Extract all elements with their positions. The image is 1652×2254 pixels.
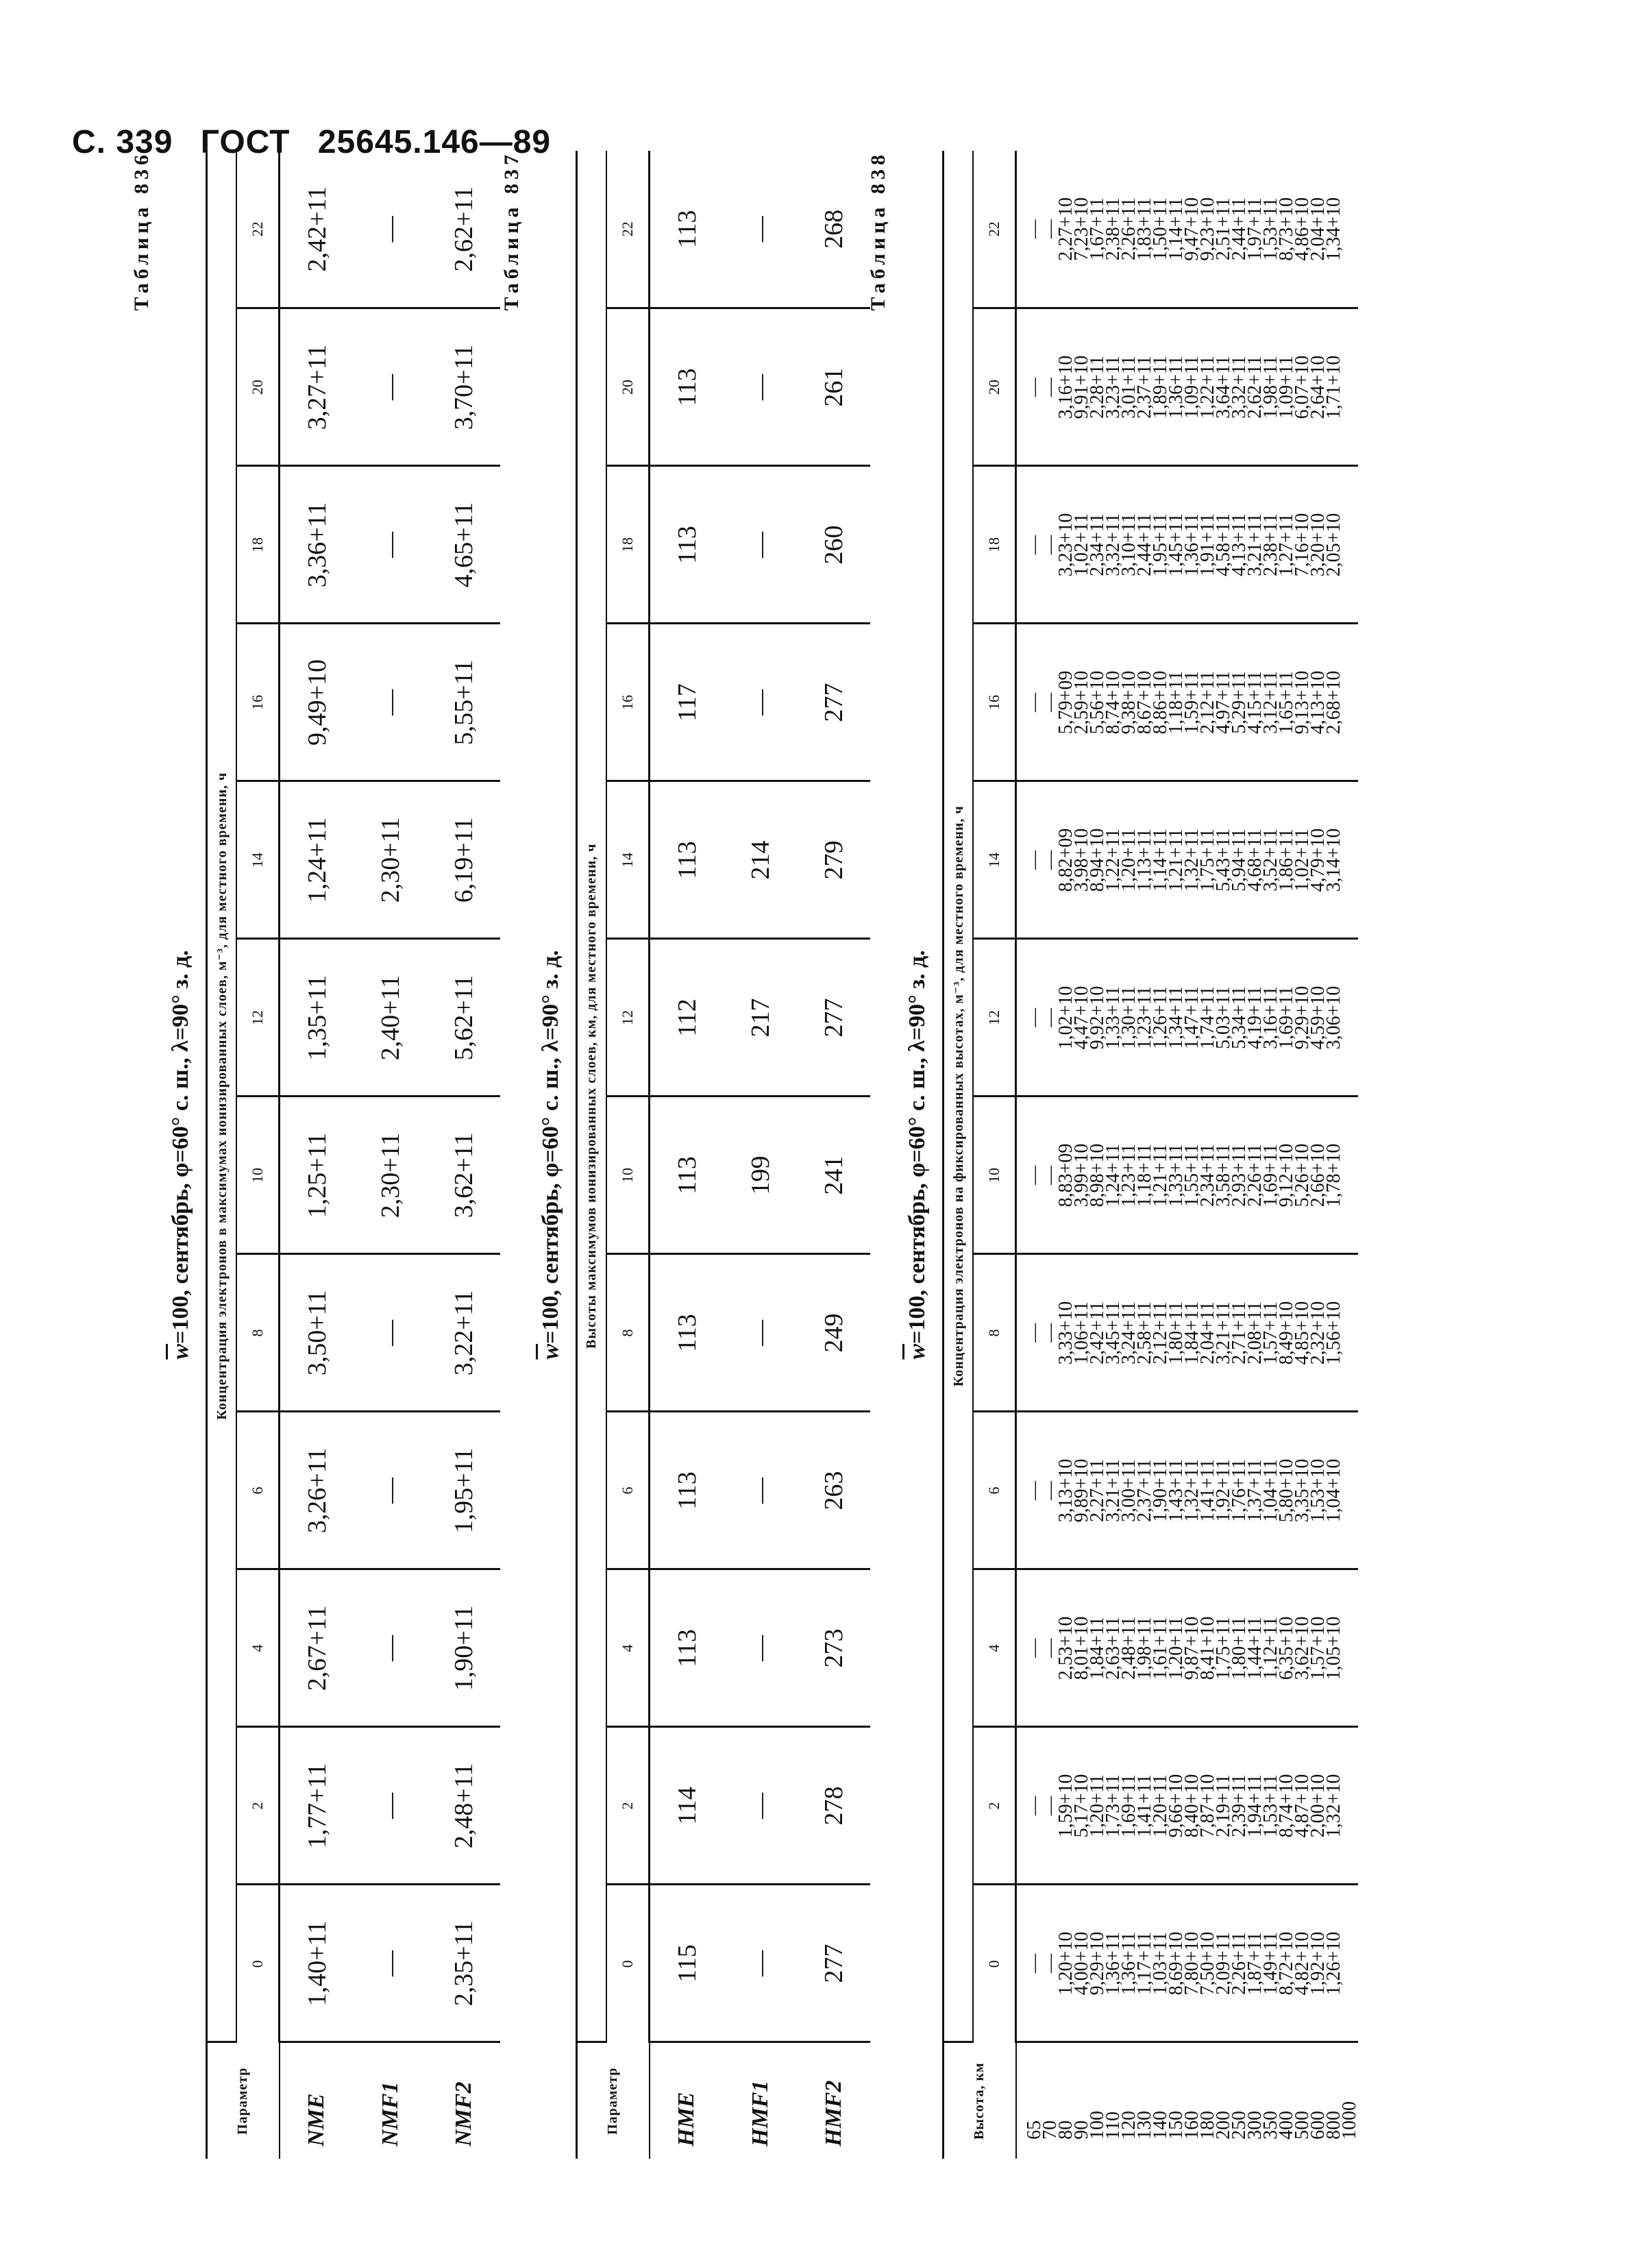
gost-label: ГОСТ (200, 124, 291, 160)
table-837-caption: Таблица 837 (500, 151, 523, 311)
param-header: Параметр (207, 2042, 280, 2159)
table-cell: 2,42+11 (280, 151, 354, 308)
table-cell: 199 (724, 1097, 797, 1254)
table-cell: — (354, 1412, 427, 1569)
hour-header: 18 (606, 466, 650, 624)
table-cell: 2,67+11 (280, 1569, 354, 1727)
table-cell: 2,30+11 (354, 781, 427, 939)
table-cell: — (724, 151, 797, 308)
hour-header: 8 (606, 1254, 650, 1412)
param-name: NME (304, 2093, 330, 2146)
table-cell: — (354, 1727, 427, 1885)
table-row (1016, 151, 1358, 2159)
group-header: Концентрация электронов в максимумах ионизированных слоев, м⁻³, для местного времени, ч (207, 151, 236, 2042)
table-cell: 261 (797, 308, 870, 466)
table-row (797, 151, 870, 2159)
table-row (724, 151, 797, 2159)
param-name: NMF2 (450, 2081, 476, 2146)
value-column: — — 1,02+10 4,47+10 9,92+10 1,33+11 1,30+11 1,23+11 1,26+11 1,34+11 1,47+11 1,74+11 5,03+11 5,34+11 4,19+11 3,16+11 1,69+11 9,29+10 4,59+10 3,06+10 (1016, 939, 1358, 1097)
table-cell: 113 (650, 1254, 724, 1412)
table-cell: 3,26+11 (280, 1412, 354, 1569)
hour-header: 6 (606, 1412, 650, 1569)
table-cell: 263 (797, 1412, 870, 1569)
table-cell: 4,65+11 (427, 466, 500, 624)
table-cell: — (354, 1885, 427, 2042)
table-cell: 112 (650, 939, 724, 1097)
table-row (427, 151, 500, 2159)
hour-header: 2 (606, 1727, 650, 1885)
value-column: — — 3,13+10 9,89+10 2,27+11 3,21+11 3,00+11 2,37+11 1,90+11 1,43+11 1,32+11 1,41+11 1,92+11 1,76+11 1,37+11 1,04+11 5,80+10 3,35+10 1,53+10 1,04+10 (1016, 1412, 1358, 1569)
table-cell: — (354, 1254, 427, 1412)
param-name: NMF1 (377, 2081, 403, 2146)
hour-header: 18 (973, 466, 1016, 624)
hour-header: 16 (236, 624, 280, 781)
hour-header: 12 (973, 939, 1016, 1097)
group-header: Высоты максимумов ионизированных слоев, км, для местного времени, ч (577, 151, 606, 2042)
hour-header: 10 (606, 1097, 650, 1254)
value-column: — — 8,82+09 3,98+10 8,94+10 1,22+11 1,20+11 1,13+11 1,14+11 1,21+11 1,32+11 1,75+11 5,43+11 5,94+11 4,68+11 3,52+11 1,86+11 1,02+11 4,79+10 3,14+10 (1016, 781, 1358, 939)
hour-header: 10 (236, 1097, 280, 1254)
hour-header: 20 (236, 308, 280, 466)
hour-header: 10 (973, 1097, 1016, 1254)
param-name: HMF1 (747, 2080, 773, 2146)
table-cell: 277 (797, 939, 870, 1097)
table-cell: 2,48+11 (427, 1727, 500, 1885)
hour-header: 0 (606, 1885, 650, 2042)
table-row (650, 151, 724, 2159)
table-cell: 1,77+11 (280, 1727, 354, 1885)
hour-header: 14 (973, 781, 1016, 939)
param-header: Параметр (577, 2042, 650, 2159)
value-column: — — 3,33+10 1,06+11 2,42+11 3,45+11 3,24+11 2,58+11 2,12+11 1,80+11 1,84+11 2,04+11 3,21+11 2,71+11 2,08+11 1,57+11 8,49+10 4,85+10 2,32+10 1,56+10 (1016, 1254, 1358, 1412)
hour-header: 18 (236, 466, 280, 624)
table-cell: 2,62+11 (427, 151, 500, 308)
table-cell: 5,62+11 (427, 939, 500, 1097)
hour-header: 6 (973, 1412, 1016, 1569)
param-name: HME (674, 2092, 700, 2146)
table-cell: 3,27+11 (280, 308, 354, 466)
table-cell: 1,40+11 (280, 1885, 354, 2042)
value-column: — — 1,59+10 5,17+10 1,20+11 1,73+11 1,69+11 1,41+11 1,20+11 9,66+10 8,40+10 7,87+10 2,19+11 2,39+11 1,94+11 1,53+11 8,74+10 4,87+10 2,00+10 1,32+10 (1016, 1727, 1358, 1885)
table-836-caption: Таблица 836 (130, 151, 153, 311)
hour-header: 0 (236, 1885, 280, 2042)
table-cell: — (354, 624, 427, 781)
table-cell: 1,25+11 (280, 1097, 354, 1254)
table-cell: 3,62+11 (427, 1097, 500, 1254)
table-cell: 217 (724, 939, 797, 1097)
table-cell: 113 (650, 1569, 724, 1727)
table-cell: 9,49+10 (280, 624, 354, 781)
table-cell: 241 (797, 1097, 870, 1254)
hour-header: 14 (236, 781, 280, 939)
table-cell: 3,36+11 (280, 466, 354, 624)
table-row (280, 151, 354, 2159)
hour-header: 0 (973, 1885, 1016, 2042)
table-cell: — (724, 1727, 797, 1885)
table-cell: — (724, 466, 797, 624)
table-836-subtitle: $\overline{w}=100$, сентябрь, φ=60° с. ш., λ=90° з. д. (168, 950, 193, 1360)
hour-header: 8 (236, 1254, 280, 1412)
hour-header: 14 (606, 781, 650, 939)
table-cell: 1,90+11 (427, 1569, 500, 1727)
hour-header: 22 (606, 151, 650, 308)
hour-header: 2 (236, 1727, 280, 1885)
page-number: С. 339 (72, 124, 173, 160)
hour-header: 12 (606, 939, 650, 1097)
table-cell: 279 (797, 781, 870, 939)
table-cell: 277 (797, 1885, 870, 2042)
table-cell: — (724, 624, 797, 781)
table-cell: — (724, 1569, 797, 1727)
hour-header: 20 (606, 308, 650, 466)
hour-header: 4 (973, 1569, 1016, 1727)
table-cell: 3,22+11 (427, 1254, 500, 1412)
table-cell: 113 (650, 1412, 724, 1569)
table-838-caption: Таблица 838 (867, 151, 889, 311)
table-cell: 5,55+11 (427, 624, 500, 781)
table-837 (577, 151, 870, 2159)
table-cell: 3,70+11 (427, 308, 500, 466)
table-row (354, 151, 427, 2159)
table-cell: 249 (797, 1254, 870, 1412)
table-cell: 113 (650, 151, 724, 308)
table-cell: 114 (650, 1727, 724, 1885)
table-cell: — (724, 1412, 797, 1569)
table-cell: 277 (797, 624, 870, 781)
table-cell: 2,30+11 (354, 1097, 427, 1254)
value-column: — — 2,53+10 8,01+10 1,84+11 2,63+11 2,48+11 1,98+11 1,61+11 1,20+11 9,87+10 8,41+10 1,75+11 1,80+11 1,44+11 1,12+11 6,35+10 3,62+10 1,57+10 1,05+10 (1016, 1569, 1358, 1727)
rotated-page-content (130, 151, 1501, 2159)
table-cell: 278 (797, 1727, 870, 1885)
value-column: — — 8,83+09 3,99+10 8,98+10 1,24+11 1,23+11 1,18+11 1,21+11 1,33+11 1,55+11 2,34+11 3,58+11 2,93+11 2,26+11 1,69+11 9,12+10 5,26+10 2,66+10 1,78+10 (1016, 1097, 1358, 1254)
table-cell: 117 (650, 624, 724, 781)
table-cell: — (354, 151, 427, 308)
table-cell: 1,35+11 (280, 939, 354, 1097)
table-cell: — (724, 308, 797, 466)
hour-header: 2 (973, 1727, 1016, 1885)
table-cell: — (354, 466, 427, 624)
table-838 (944, 151, 1358, 2159)
table-836 (207, 151, 500, 2159)
param-name: HMF2 (820, 2080, 846, 2146)
table-cell: — (354, 308, 427, 466)
table-cell: 3,50+11 (280, 1254, 354, 1412)
hour-header: 12 (236, 939, 280, 1097)
table-cell: 113 (650, 1097, 724, 1254)
table-cell: 2,40+11 (354, 939, 427, 1097)
value-column: — — 2,27+10 7,23+10 1,67+11 2,38+11 2,26+11 1,83+11 1,50+11 1,14+11 9,47+10 9,23+10 2,51+11 2,44+11 1,97+11 1,53+11 8,73+10 4,86+10 2,04+10 1,34+10 (1016, 151, 1358, 308)
hour-header: 4 (236, 1569, 280, 1727)
value-column: — — 3,23+10 1,02+11 2,34+11 3,32+11 3,10+11 2,44+11 1,95+11 1,45+11 1,36+11 1,91+11 4,58+11 4,13+11 3,21+11 2,38+11 1,27+11 7,16+10 3,20+10 2,05+10 (1016, 466, 1358, 624)
height-header: Высота, км (944, 2042, 1016, 2159)
value-column: — — 1,20+10 4,00+10 9,29+10 1,36+11 1,36+11 1,17+11 1,03+11 8,69+10 7,80+10 7,50+10 2,09+11 2,26+11 1,87+11 1,49+11 8,72+10 4,82+10 1,92+10 1,26+10 (1016, 1885, 1358, 2042)
hour-header: 16 (606, 624, 650, 781)
hour-header: 22 (973, 151, 1016, 308)
hour-header: 16 (973, 624, 1016, 781)
table-cell: — (354, 1569, 427, 1727)
table-837-subtitle: $\overline{w}=100$, сентябрь, φ=60° с. ш., λ=90° з. д. (538, 950, 563, 1360)
value-column: — — 3,16+10 9,91+10 2,28+11 3,23+11 3,01+11 2,37+11 1,89+11 1,36+11 1,09+11 1,22+11 3,64+11 3,32+11 2,62+11 1,98+11 1,09+11 6,07+10 2,64+10 1,71+10 (1016, 308, 1358, 466)
value-column: — — 5,79+09 2,59+10 5,56+10 8,74+10 9,38+10 8,67+10 8,86+10 1,18+11 1,59+11 2,12+11 4,97+11 5,29+11 4,15+11 3,12+11 1,65+11 9,13+10 4,13+10 2,68+10 (1016, 624, 1358, 781)
hour-header: 6 (236, 1412, 280, 1569)
table-cell: 1,95+11 (427, 1412, 500, 1569)
table-cell: 214 (724, 781, 797, 939)
table-cell: 1,24+11 (280, 781, 354, 939)
table-838-subtitle: $\overline{w}=100$, сентябрь, φ=60° с. ш., λ=90° з. д. (904, 950, 930, 1360)
gost-number: 25645.146—89 (317, 124, 552, 160)
group-header: Концентрация электронов на фиксированных высотах, м⁻³, для местного времени, ч (944, 151, 973, 2042)
table-cell: 115 (650, 1885, 724, 2042)
hour-header: 4 (606, 1569, 650, 1727)
hour-header: 20 (973, 308, 1016, 466)
table-cell: 6,19+11 (427, 781, 500, 939)
table-cell: — (724, 1885, 797, 2042)
table-cell: 260 (797, 466, 870, 624)
table-cell: 113 (650, 781, 724, 939)
table-cell: 113 (650, 308, 724, 466)
height-list: 65 70 80 90 100 110 120 130 140 150 160 180 200 250 300 350 400 500 600 800 1000 (1023, 2101, 1360, 2140)
hour-header: 8 (973, 1254, 1016, 1412)
table-cell: 273 (797, 1569, 870, 1727)
table-cell: 268 (797, 151, 870, 308)
hour-header: 22 (236, 151, 280, 308)
table-cell: — (724, 1254, 797, 1412)
table-cell: 113 (650, 466, 724, 624)
table-cell: 2,35+11 (427, 1885, 500, 2042)
